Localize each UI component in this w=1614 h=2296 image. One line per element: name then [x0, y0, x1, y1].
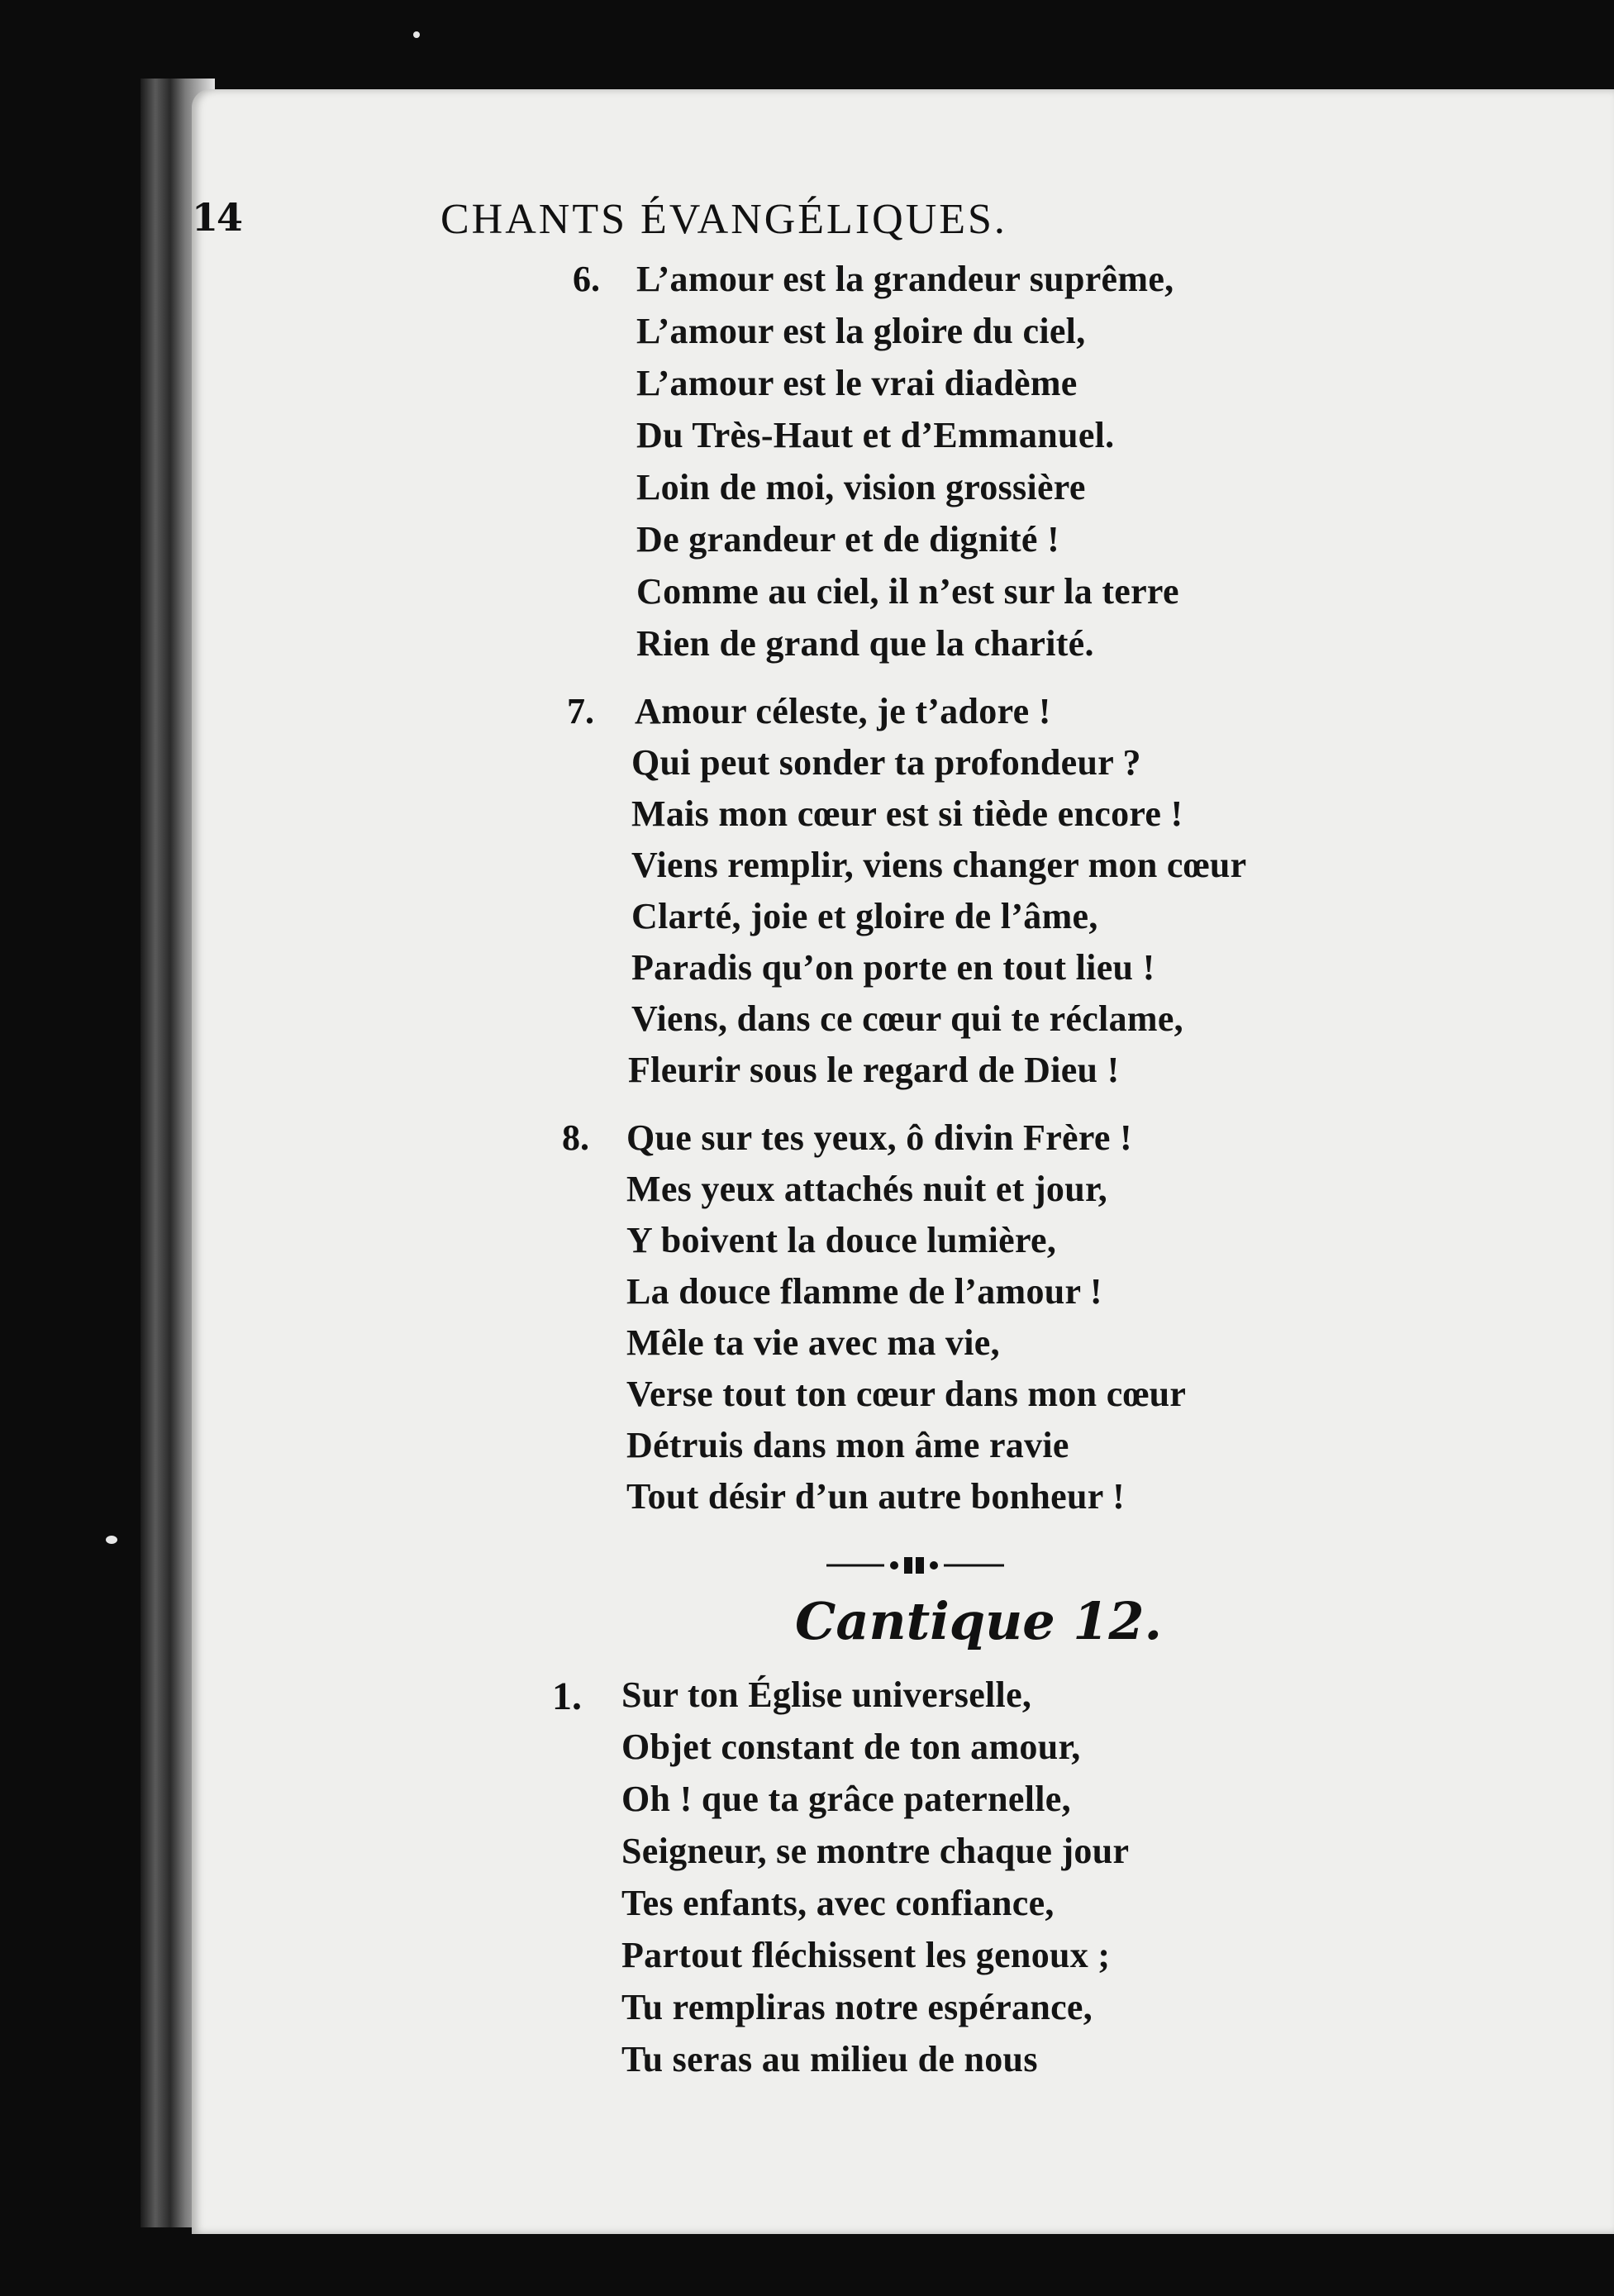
verse-line: Amour céleste, je t’adore !	[635, 691, 1051, 731]
verse-line: Viens remplir, viens changer mon cœur	[631, 845, 1247, 885]
verse-line: Mes yeux attachés nuit et jour,	[626, 1169, 1108, 1209]
verse-number: 8.	[562, 1117, 589, 1158]
verse-line: Mais mon cœur est si tiède encore !	[631, 793, 1183, 834]
verse-line: Détruis dans mon âme ravie	[626, 1425, 1069, 1465]
verse-line: Seigneur, se montre chaque jour	[621, 1831, 1130, 1871]
ornament-divider	[826, 1554, 1004, 1577]
scan-speck	[413, 31, 420, 38]
verse-line: Objet constant de ton amour,	[621, 1727, 1081, 1767]
verse-number: 6.	[573, 259, 600, 299]
verse-line: De grandeur et de dignité !	[636, 519, 1060, 560]
verse-line: Mêle ta vie avec ma vie,	[626, 1322, 1000, 1363]
section-title: Cantique 12.	[795, 1591, 1163, 1651]
scan-speck	[106, 1536, 117, 1544]
verse-line: Loin de moi, vision grossière	[636, 467, 1086, 507]
verse-number: 7.	[567, 691, 594, 731]
verse-line: Viens, dans ce cœur qui te réclame,	[631, 998, 1183, 1039]
verse-line: Verse tout ton cœur dans mon cœur	[626, 1374, 1187, 1414]
verse-line: Tes enfants, avec confiance,	[621, 1883, 1055, 1923]
verse-line: Clarté, joie et gloire de l’âme,	[631, 896, 1098, 936]
verse-line: Partout fléchissent les genoux ;	[621, 1935, 1111, 1975]
verse-line: Qui peut sonder ta profondeur ?	[631, 742, 1141, 783]
verse-line: La douce flamme de l’amour !	[626, 1271, 1102, 1312]
verse-line: L’amour est la grandeur suprême,	[636, 259, 1174, 299]
verse-number: 1.	[552, 1674, 582, 1718]
verse-line: L’amour est la gloire du ciel,	[636, 311, 1086, 351]
verse-line: Tu seras au milieu de nous	[621, 2039, 1038, 2079]
verse-line: Paradis qu’on porte en tout lieu !	[631, 947, 1155, 988]
page-number: 14	[192, 195, 242, 240]
running-title: CHANTS ÉVANGÉLIQUES.	[440, 196, 1007, 243]
verse-line: Comme au ciel, il n’est sur la terre	[636, 571, 1179, 612]
verse-line: Tout désir d’un autre bonheur !	[626, 1476, 1126, 1517]
verse-line: Que sur tes yeux, ô divin Frère !	[626, 1117, 1132, 1158]
verse-line: Y boivent la douce lumière,	[626, 1220, 1057, 1260]
verse-line: Sur ton Église universelle,	[621, 1674, 1032, 1715]
verse-line: Tu rempliras notre espérance,	[621, 1987, 1093, 2027]
verse-line: Fleurir sous le regard de Dieu !	[628, 1050, 1120, 1090]
verse-line: Rien de grand que la charité.	[636, 623, 1094, 664]
verse-line: L’amour est le vrai diadème	[636, 363, 1078, 403]
verse-line: Du Très-Haut et d’Emmanuel.	[636, 415, 1115, 455]
verse-line: Oh ! que ta grâce paternelle,	[621, 1779, 1071, 1819]
